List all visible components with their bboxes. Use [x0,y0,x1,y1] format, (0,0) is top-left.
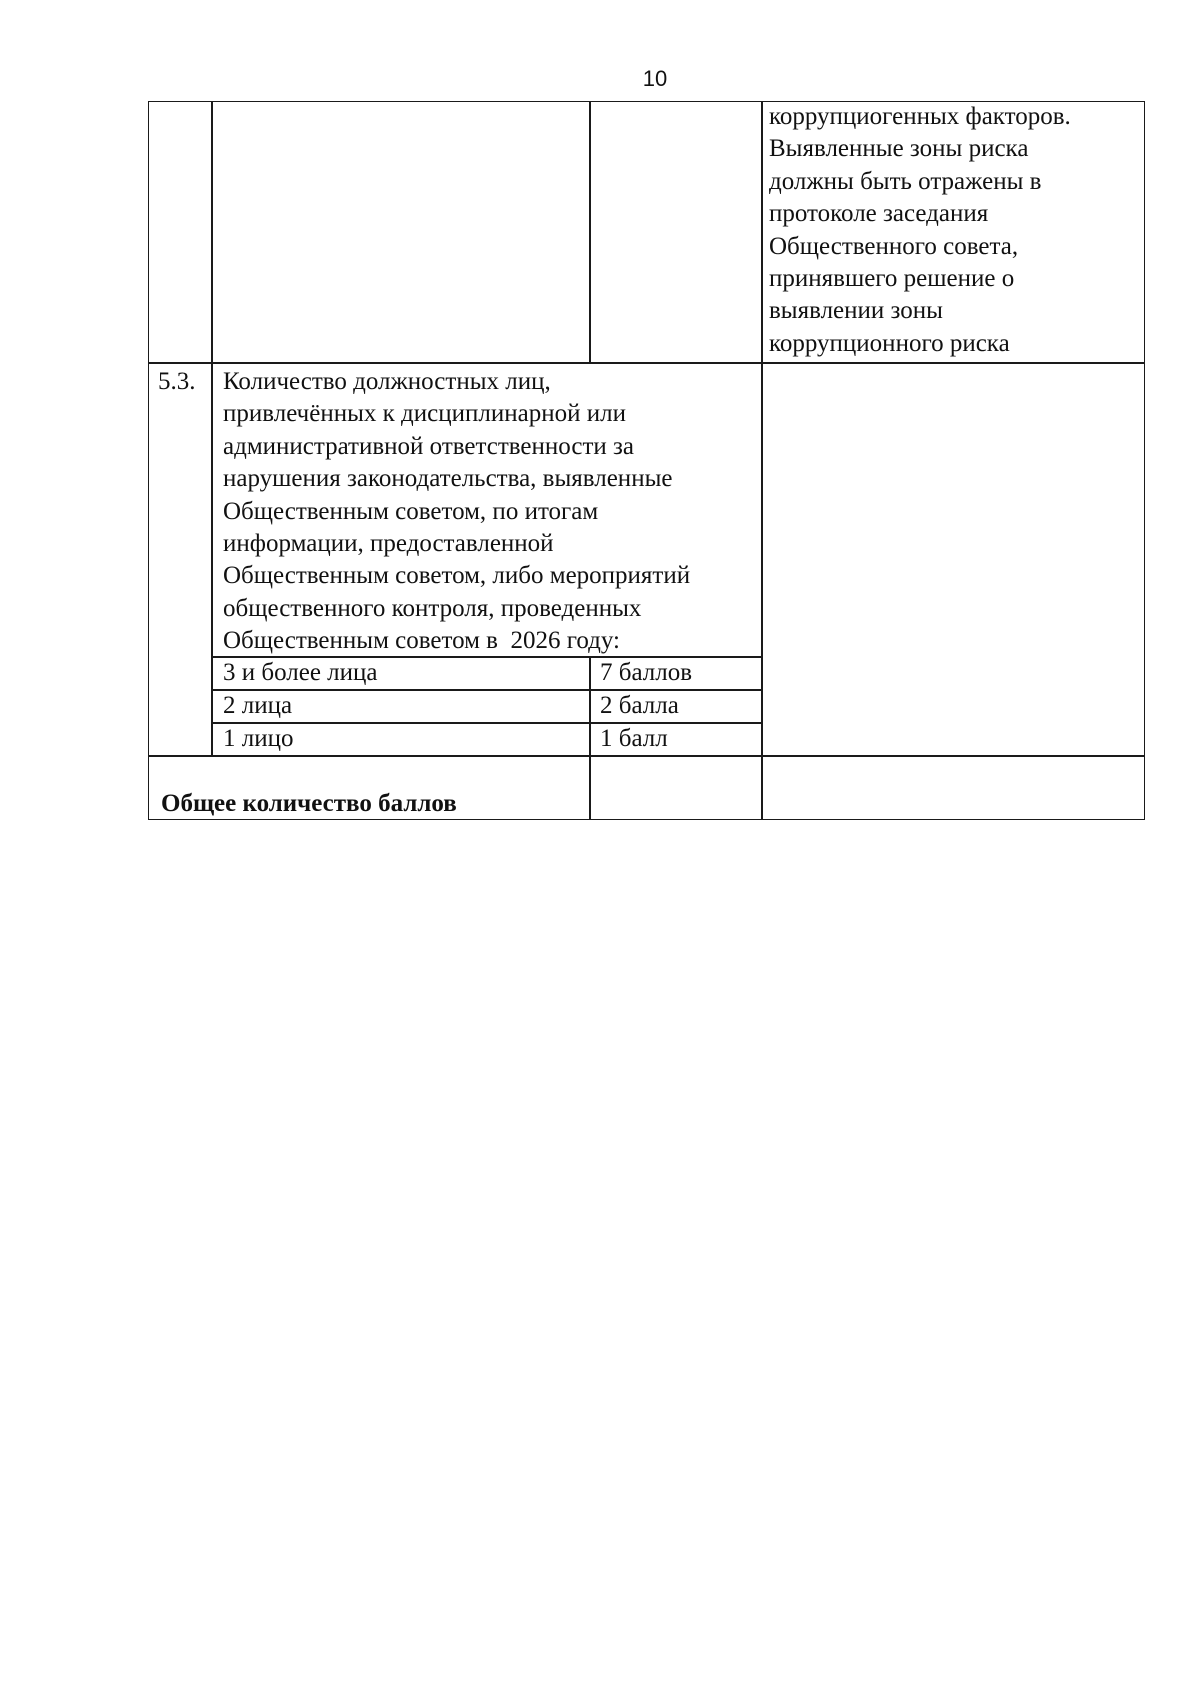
option-label-1: 3 и более лица [223,659,378,686]
total-points-label: Общее количество баллов [161,790,457,817]
page-number: 10 [642,66,668,91]
col-divider-notes [761,101,763,819]
col-divider-criteria-total [589,755,591,819]
option-points-1: 7 баллов [600,659,693,686]
item-description: Количество должностных лиц, привлечённых к дисциплинарной или административной ответственности за нарушения законодательства, выявленные Общественным советом, по итогам информации, предоставленной Общественным советом, либо мероприятий общественного контроля, проведенных Общественным советом в 2026 году: [223,368,691,655]
col-divider-criteria-top [589,101,591,363]
option-points-2: 2 балла [600,692,679,719]
col-divider-criteria-options [589,656,591,755]
item-number: 5.3. [158,368,196,395]
option-label-3: 1 лицо [223,725,294,752]
row-divider-option-3 [211,722,762,724]
option-points-3: 1 балл [600,725,668,752]
option-label-2: 2 лица [223,692,293,719]
continuation-notes: коррупциогенных факторов. Выявленные зоны риска должны быть отражены в протоколе заседания Общественного совета, принявшего решение о выявлении зоны коррупционного риска [769,103,1071,357]
row-divider-item [148,362,1145,364]
